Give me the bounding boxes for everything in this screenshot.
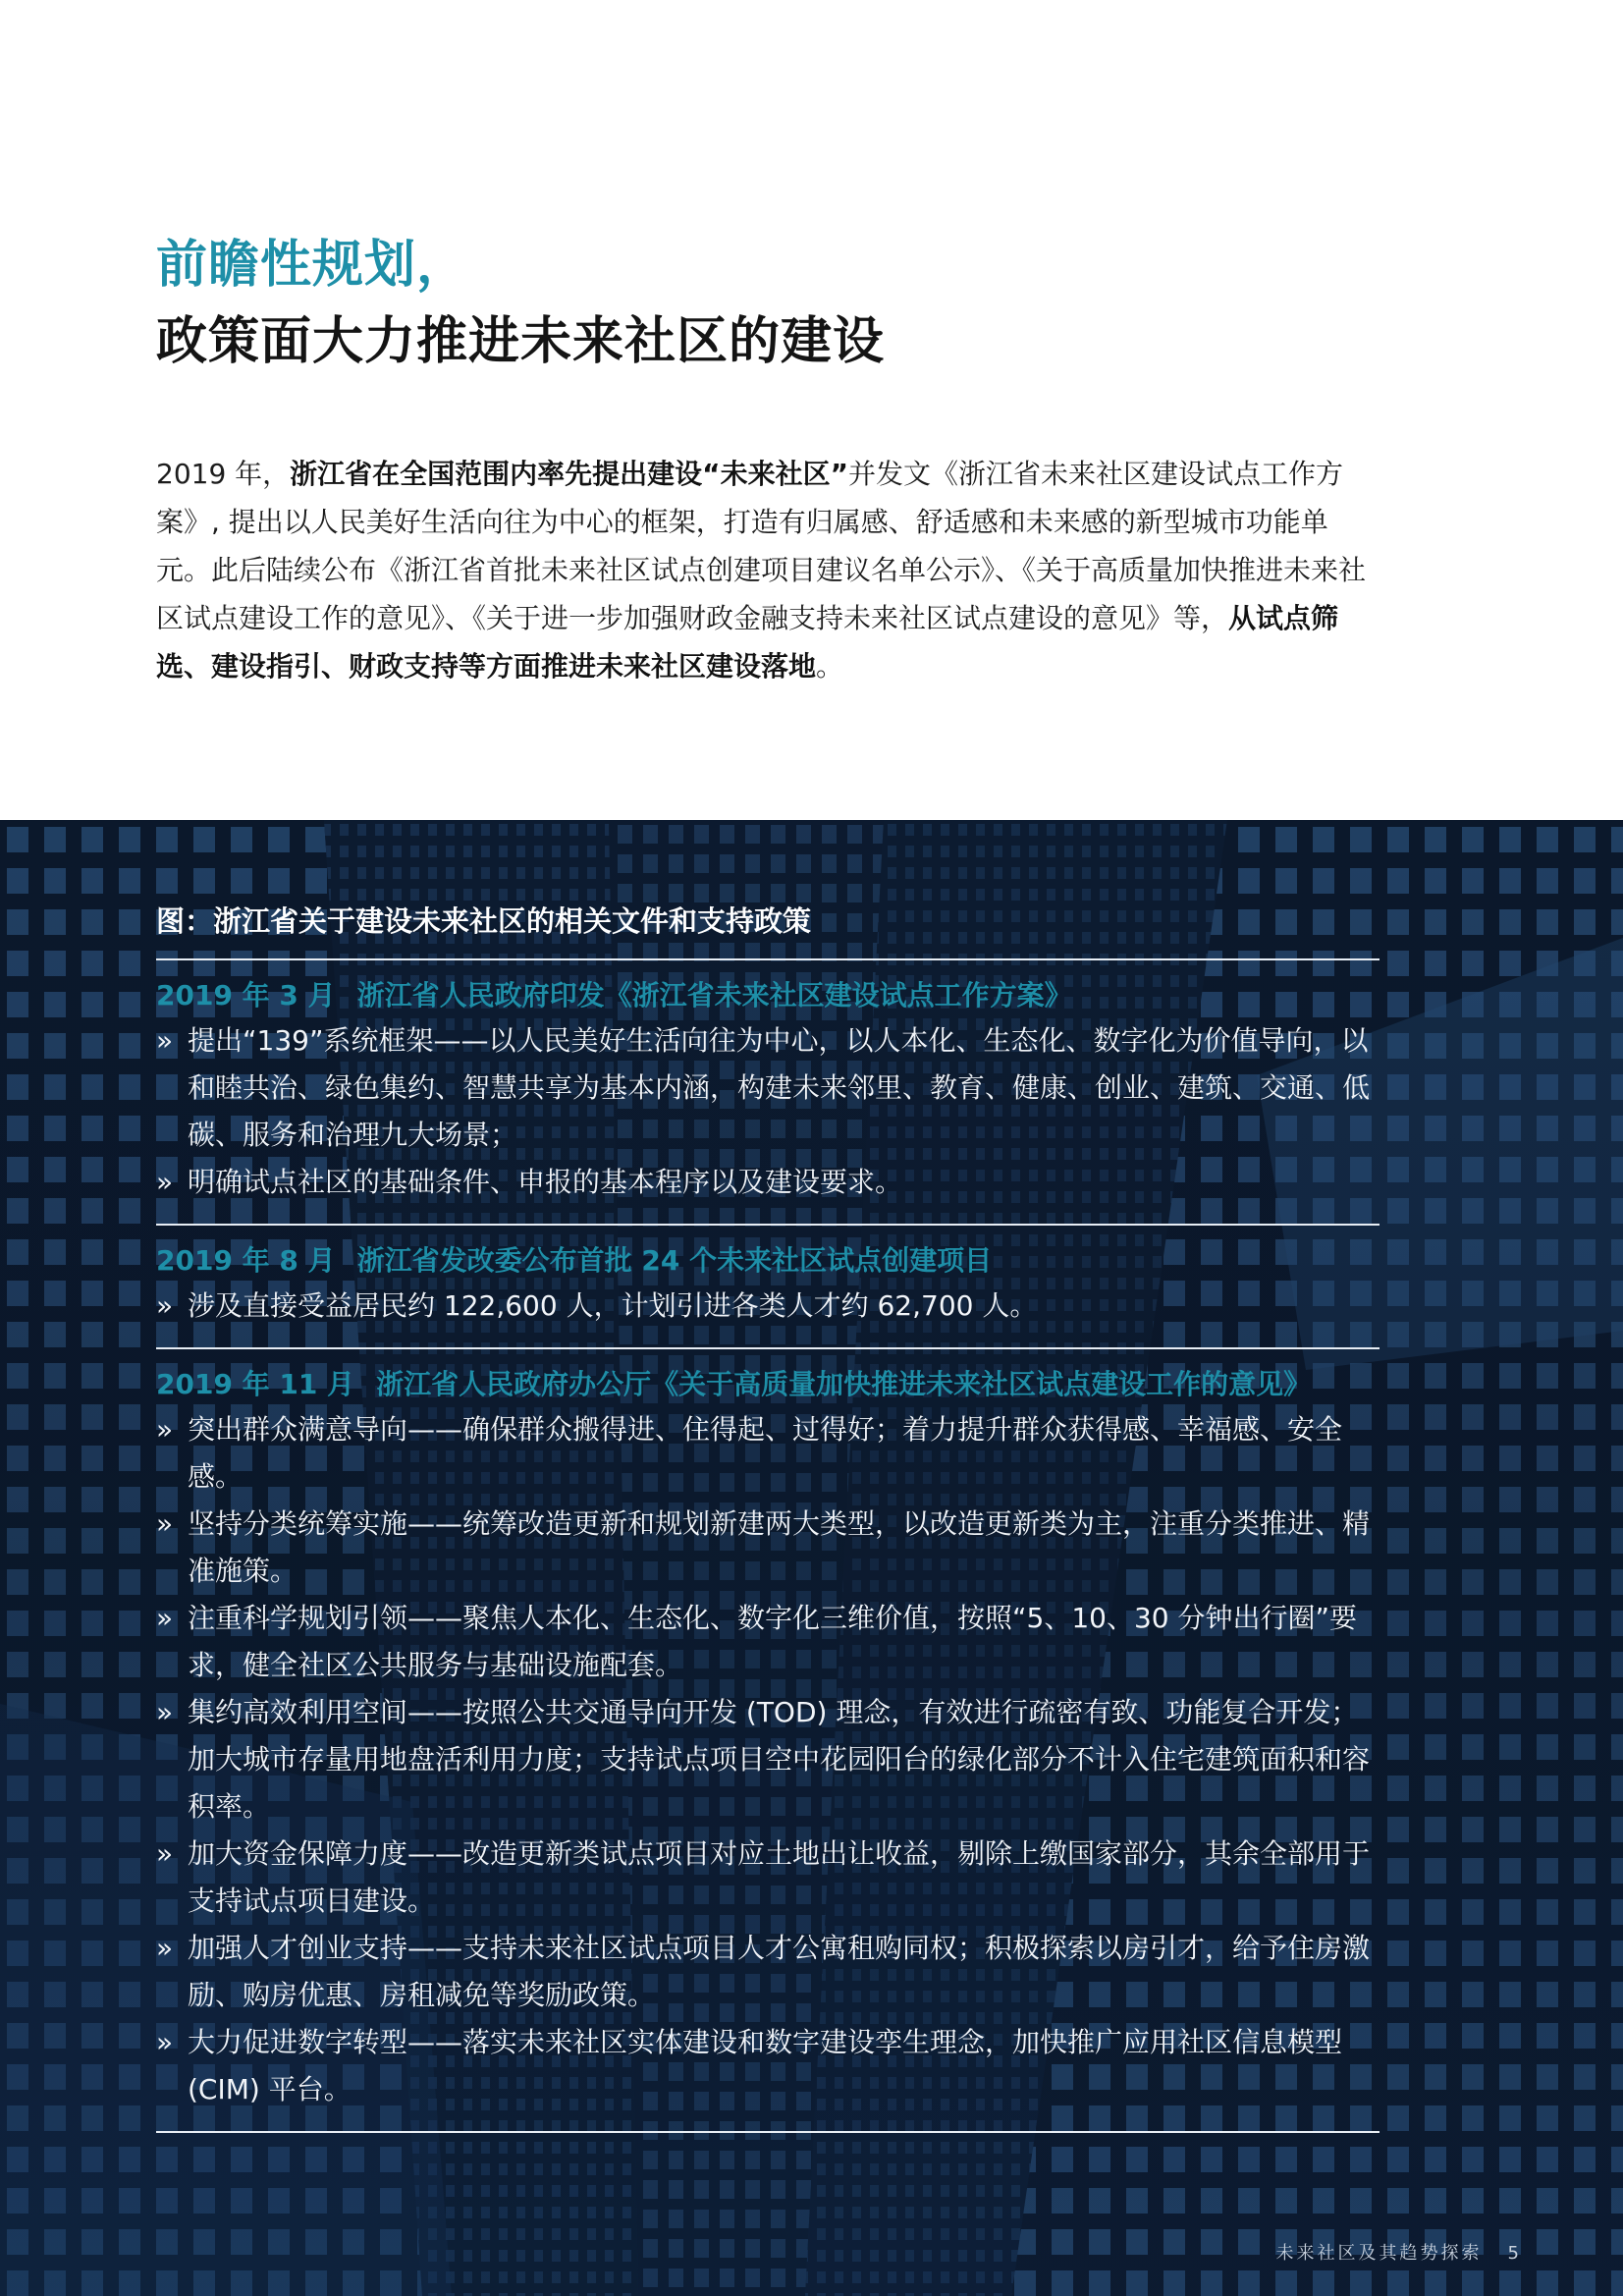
section-title: 浙江省人民政府办公厅《关于高质量加快推进未来社区试点建设工作的意见》 (376, 1368, 1312, 1400)
list-item (156, 1159, 1380, 1206)
section-date: 2019 年 3 月 (156, 979, 336, 1011)
list-item (156, 1925, 1380, 2019)
policy-section-2019-11 (156, 1349, 1380, 2131)
list-item-text: 集约高效利用空间——按照公共交通导向开发 (TOD) 理念，有效进行疏密有致、功能复合开发；加大城市存量用地盘活利用力度；支持试点项目空中花园阳台的绿化部分不计入住宅建筑面积和容积率。 (188, 1696, 1371, 1823)
policy-section-2019-03 (156, 960, 1380, 1224)
list-item-text: 大力促进数字转型——落实未来社区实体建设和数字建设孪生理念，加快推广应用社区信息模型 (CIM) 平台。 (188, 2026, 1343, 2105)
list-item (156, 1689, 1380, 1831)
bullet-list (156, 1017, 1380, 1206)
list-item-text: 坚持分类统筹实施——统筹改造更新和规划新建两大类型，以改造更新类为主，注重分类推进、精准施策。 (188, 1507, 1371, 1587)
section-date: 2019 年 11 月 (156, 1368, 355, 1400)
list-item-text: 明确试点社区的基础条件、申报的基本程序以及建设要求。 (188, 1166, 903, 1198)
section-date: 2019 年 8 月 (156, 1244, 336, 1277)
figure-title: 图：浙江省关于建设未来社区的相关文件和支持政策 (156, 904, 812, 938)
intro-bold-1: 浙江省在全国范围内率先提出建设“未来社区” (290, 458, 848, 490)
list-item-text: 突出群众满意导向——确保群众搬得进、住得起、过得好；着力提升群众获得感、幸福感、安全感。 (188, 1413, 1343, 1493)
page-heading (156, 228, 1433, 381)
bullet-icon: » (156, 1289, 174, 1322)
list-item-text: 涉及直接受益居民约 122,600 人，计划引进各类人才约 62,700 人。 (188, 1289, 1038, 1322)
list-item (156, 1501, 1380, 1595)
section-title: 浙江省人民政府印发《浙江省未来社区建设试点工作方案》 (356, 979, 1072, 1011)
list-item (156, 1017, 1380, 1159)
list-item (156, 1831, 1380, 1925)
section-heading (156, 974, 1380, 1017)
intro-text-1: 2019 年， (156, 458, 291, 490)
bullet-icon: » (156, 2026, 174, 2058)
bullet-icon: » (156, 1932, 174, 1964)
heading-line-2: 政策面大力推进未来社区的建设 (156, 312, 886, 371)
section-heading (156, 1363, 1380, 1406)
intro-text-3: 。 (816, 650, 844, 683)
section-heading (156, 1239, 1380, 1283)
page-footer (1208, 2239, 1522, 2265)
list-item (156, 1595, 1380, 1689)
list-item-text: 提出“139”系统框架——以人民美好生活向往为中心，以人本化、生态化、数字化为价值导向，以和睦共治、绿色集约、智慧共享为基本内涵，构建未来邻里、教育、健康、创业、建筑、交通、低碳、服务和治理九大场景； (188, 1024, 1371, 1151)
intro-bold-2: 从试点筛选、建设指引、财政支持等方面推进未来社区建设落地 (156, 602, 1339, 683)
bullet-icon: » (156, 1413, 174, 1446)
list-item (156, 1406, 1380, 1501)
bullet-icon: » (156, 1602, 174, 1634)
bullet-list (156, 1283, 1380, 1330)
bullet-icon: » (156, 1507, 174, 1540)
list-item-text: 加强人才创业支持——支持未来社区试点项目人才公寓租购同权；积极探索以房引才，给予住房激励、购房优惠、房租减免等奖励政策。 (188, 1932, 1371, 2011)
list-item (156, 1283, 1380, 1330)
bullet-icon: » (156, 1837, 174, 1870)
list-item-text: 注重科学规划引领——聚焦人本化、生态化、数字化三维价值，按照“5、10、30 分钟出行圈”要求，健全社区公共服务与基础设施配套。 (188, 1602, 1357, 1681)
intro-text-2: 并发文《浙江省未来社区建设试点工作方案》, 提出以人民美好生活向往为中心的框架，打造有归属感、舒适感和未来感的新型城市功能单元。此后陆续公布《浙江省首批未来社区试点创建项目建议名单公示》、《关于高质量加快推进未来社区试点建设工作的意见》、《关于进一步加强财政金融支持未来社区试点建设的意见》等， (156, 458, 1367, 634)
intro-paragraph (156, 450, 1381, 690)
bullet-list (156, 1406, 1380, 2113)
bullet-icon: » (156, 1696, 174, 1728)
heading-line-1: 前瞻性规划， (156, 236, 469, 295)
footer-title: 未来社区及其趋势探索 (1275, 2243, 1483, 2264)
section-title: 浙江省发改委公布首批 24 个未来社区试点创建项目 (356, 1244, 993, 1277)
list-item (156, 2019, 1380, 2113)
bullet-icon: » (156, 1166, 174, 1198)
divider (156, 2131, 1380, 2133)
policy-figure (156, 903, 1380, 2133)
list-item-text: 加大资金保障力度——改造更新类试点项目对应土地出让收益，剔除上缴国家部分，其余全部用于支持试点项目建设。 (188, 1837, 1371, 1917)
policy-section-2019-08 (156, 1226, 1380, 1347)
bullet-icon: » (156, 1024, 174, 1057)
page-number: 5 (1507, 2243, 1522, 2264)
